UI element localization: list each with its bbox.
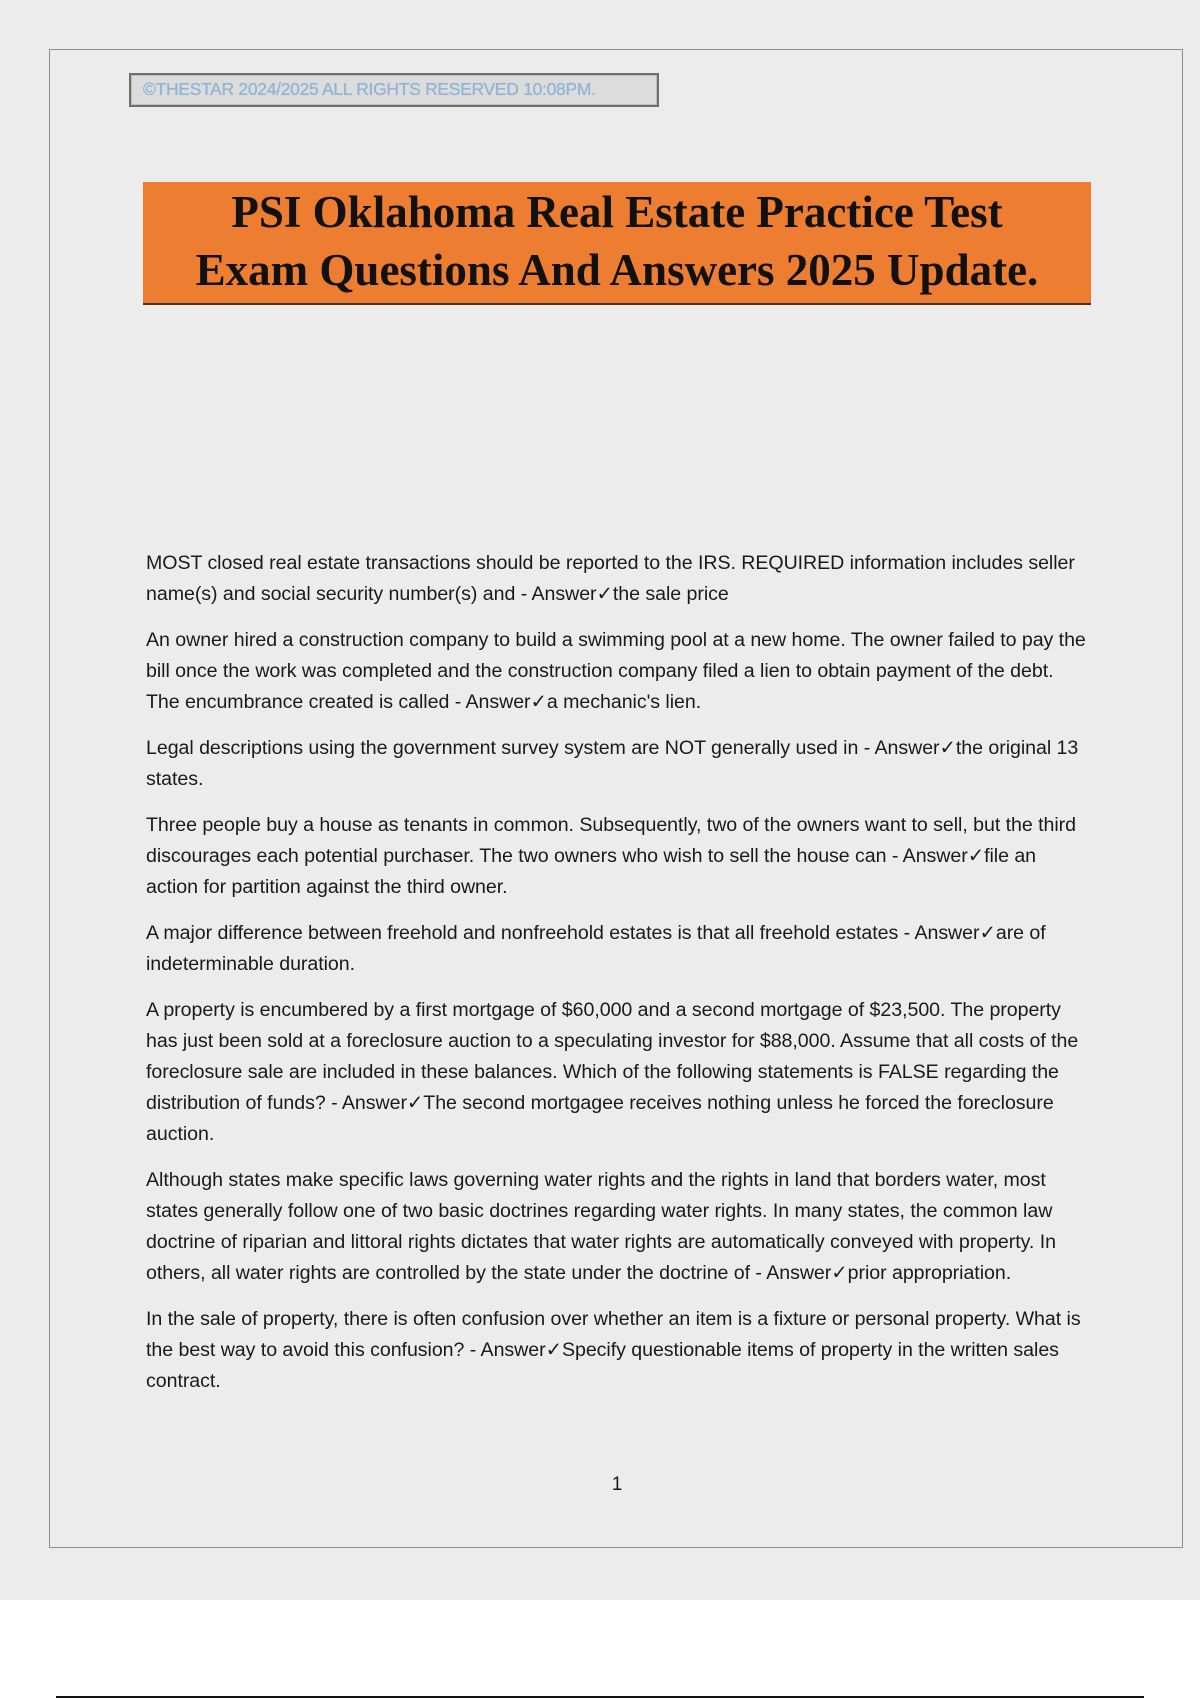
page-title-line-2: Exam Questions And Answers 2025 Update. xyxy=(195,245,1039,295)
qa-item: MOST closed real estate transactions should be reported to the IRS. REQUIRED information includes seller name(s) and social security number(s) and - Answer✓the sale price xyxy=(146,552,1075,605)
qa-item: A major difference between freehold and nonfreehold estates is that all freehold estates - Answer✓are of indeterminable duration. xyxy=(146,922,1046,975)
question-answer-list xyxy=(146,548,1086,1412)
qa-item: Legal descriptions using the government survey system are NOT generally used in - Answer✓the original 13 states. xyxy=(146,737,1079,790)
page-number: 1 xyxy=(611,1474,623,1495)
qa-item: A property is encumbered by a first mortgage of $60,000 and a second mortgage of $23,500. The property has just been sold at a foreclosure auction to a speculating investor for $88,000. Assume that all costs of the foreclosure sale are included in these balances. Which of the following statements is FALSE regarding the distribution of funds? - Answer✓The second mortgagee receives nothing unless he forced the foreclosure auction. xyxy=(146,999,1079,1145)
qa-item: In the sale of property, there is often confusion over whether an item is a fixture or personal property. What is the best way to avoid this confusion? - Answer✓Specify questionable items of property in the written sales contract. xyxy=(146,1308,1081,1392)
qa-item: Three people buy a house as tenants in common. Subsequently, two of the owners want to sell, but the third discourages each potential purchaser. The two owners who wish to sell the house can - Answer✓file an action for partition against the third owner. xyxy=(146,814,1076,898)
page-title-line-1: PSI Oklahoma Real Estate Practice Test xyxy=(231,187,1003,237)
qa-item: An owner hired a construction company to build a swimming pool at a new home. The owner failed to pay the bill once the work was completed and the construction company filed a lien to obtain payment of the debt. The encumbrance created is called - Answer✓a mechanic's lien. xyxy=(146,629,1086,713)
title-banner xyxy=(143,182,1091,305)
copyright-watermark xyxy=(129,73,659,107)
copyright-watermark-text: ©THESTAR 2024/2025 ALL RIGHTS RESERVED 10:08PM. xyxy=(143,79,596,99)
qa-item: Although states make specific laws governing water rights and the rights in land that borders water, most states generally follow one of two basic doctrines regarding water rights. In many states, the common law doctrine of riparian and littoral rights dictates that water rights are automatically conveyed with property. In others, all water rights are controlled by the state under the doctrine of - Answer✓prior appropriation. xyxy=(146,1169,1056,1284)
bottom-divider xyxy=(56,1696,1144,1698)
